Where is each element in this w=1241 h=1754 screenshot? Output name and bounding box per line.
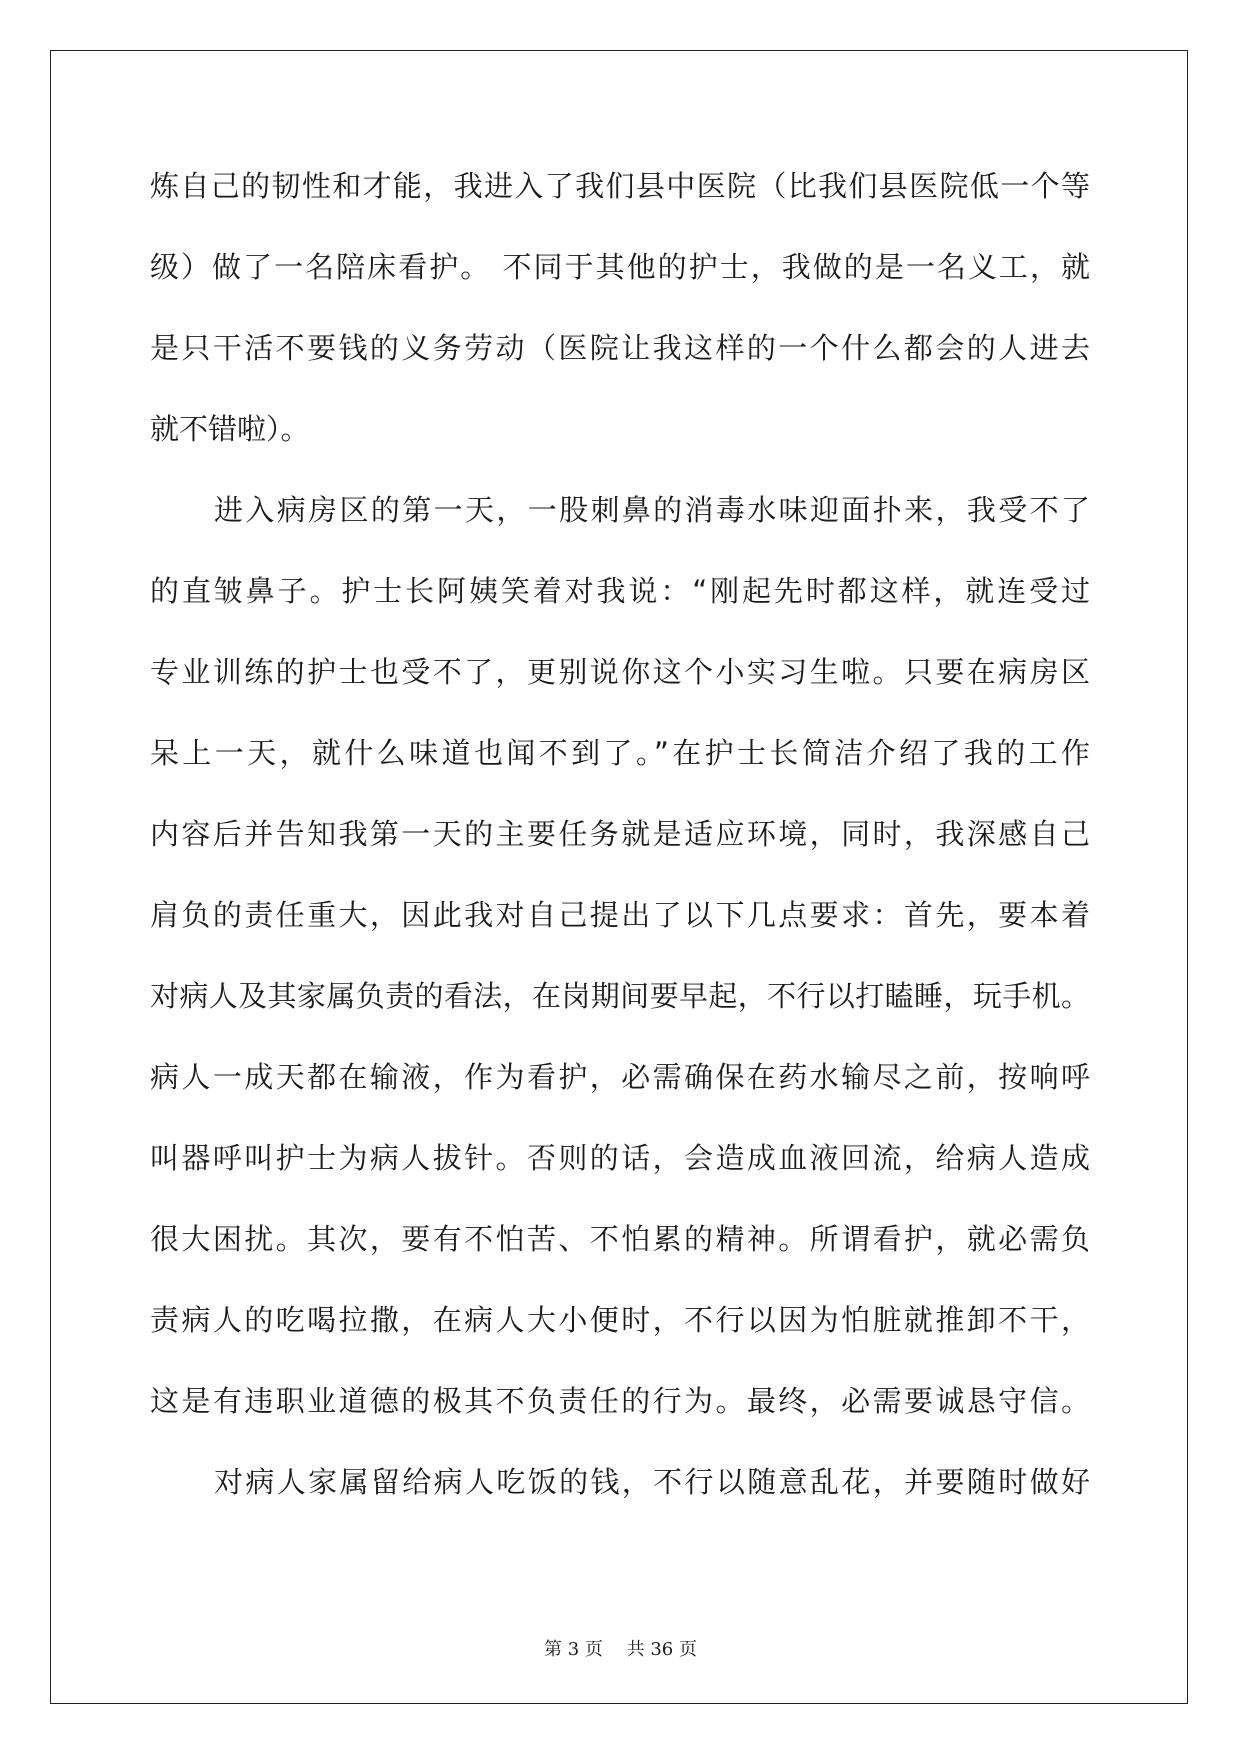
document-body — [150, 158, 1090, 1535]
text-line: 是只干活不要钱的义务劳动（医院让我这样的一个什么都会的人进去 — [150, 331, 1090, 365]
text-line: 这是有违职业道德的极其不负责任的行为。最终，必需要诚恳守信。 — [150, 1384, 1090, 1418]
text-line: 呆上一天，就什么味道也闻不到了。”在护士长简洁介绍了我的工作 — [150, 736, 1090, 770]
text-line: 进入病房区的第一天，一股刺鼻的消毒水味迎面扑来，我受不了 — [214, 493, 1090, 527]
text-line: 级）做了一名陪床看护。 不同于其他的护士，我做的是一名义工，就 — [150, 250, 1090, 284]
text-line: 病人一成天都在输液，作为看护，必需确保在药水输尽之前，按响呼 — [150, 1060, 1090, 1094]
text-line: 就不错啦）。 — [150, 412, 310, 446]
text-line: 的直皱鼻子。护士长阿姨笑着对我说：“刚起先时都这样，就连受过 — [150, 574, 1090, 608]
text-line: 很大困扰。其次，要有不怕苦、不怕累的精神。所谓看护，就必需负 — [150, 1222, 1090, 1256]
text-line: 对病人及其家属负责的看法，在岗期间要早起，不行以打瞌睡，玩手机。 — [150, 979, 1090, 1013]
text-line: 责病人的吃喝拉撒，在病人大小便时，不行以因为怕脏就推卸不干， — [150, 1303, 1090, 1337]
text-line: 炼自己的韧性和才能，我进入了我们县中医院（比我们县医院低一个等 — [150, 169, 1090, 203]
text-line: 专业训练的护士也受不了，更别说你这个小实习生啦。只要在病房区 — [150, 655, 1090, 689]
text-line: 对病人家属留给病人吃饭的钱，不行以随意乱花，并要随时做好 — [214, 1465, 1090, 1499]
text-line: 叫器呼叫护士为病人拔针。否则的话，会造成血液回流，给病人造成 — [150, 1141, 1090, 1175]
text-line: 肩负的责任重大，因此我对自己提出了以下几点要求：首先，要本着 — [150, 898, 1090, 932]
page-number: 第 3 页 共 36 页 — [544, 1639, 697, 1660]
text-line: 内容后并告知我第一天的主要任务就是适应环境，同时，我深感自己 — [150, 817, 1090, 851]
